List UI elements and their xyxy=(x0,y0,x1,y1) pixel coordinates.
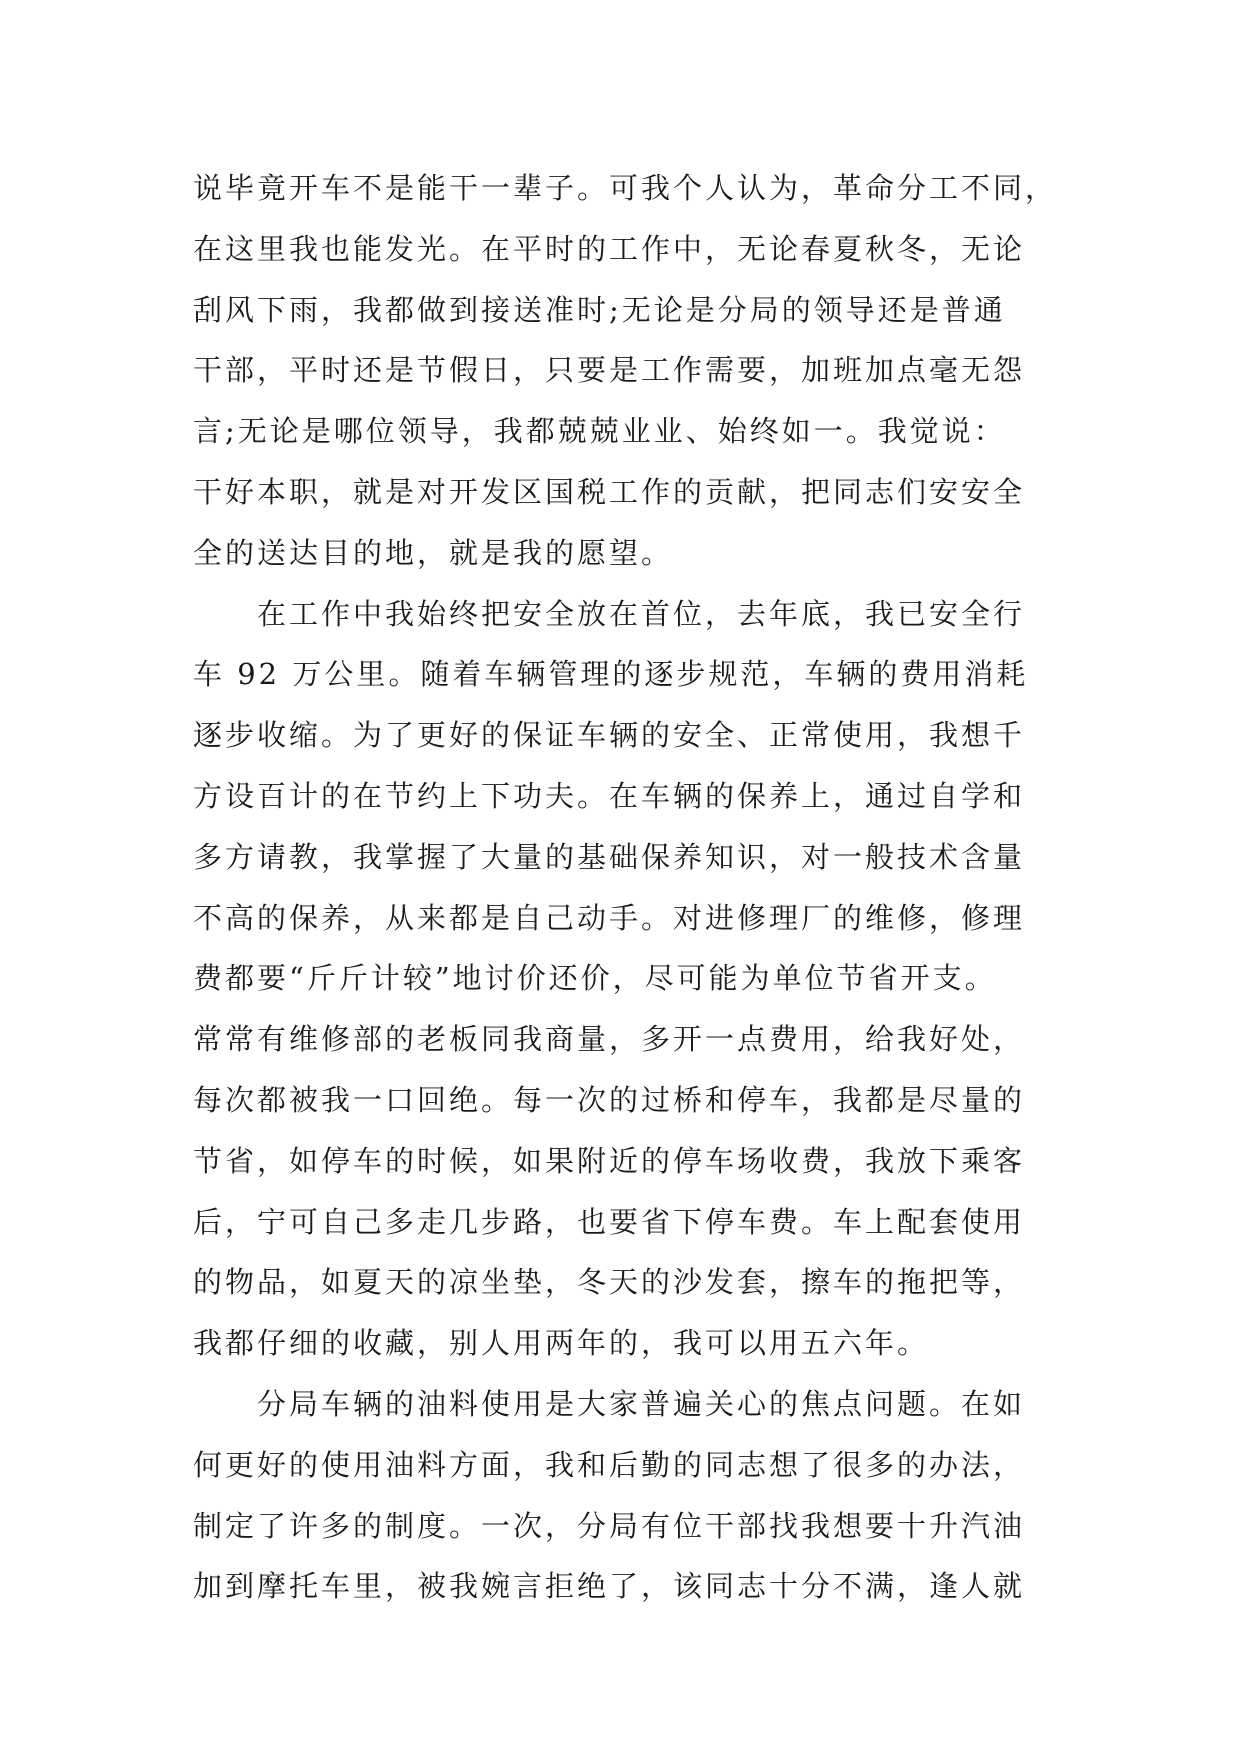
text-line: 干好本职，就是对开发区国税工作的贡献，把同志们安安全 xyxy=(193,474,1026,509)
text-line: 不高的保养，从来都是自己动手。对进修理厂的维修，修理 xyxy=(193,900,1026,935)
text-line: 车 92 万公里。随着车辆管理的逐步规范，车辆的费用消耗 xyxy=(193,657,1029,692)
text-line: 刮风下雨，我都做到接送准时;无论是分局的领导还是普通 xyxy=(193,292,1006,327)
text-line: 何更好的使用油料方面，我和后勤的同志想了很多的办法， xyxy=(193,1447,1026,1482)
text-line: 常常有维修部的老板同我商量，多开一点费用，给我好处， xyxy=(193,1022,1026,1057)
paragraph-first-line: 在工作中我始终把安全放在首位，去年底，我已安全行 xyxy=(257,596,1026,631)
paragraph-first-line: 分局车辆的油料使用是大家普遍关心的焦点问题。在如 xyxy=(257,1386,1026,1421)
text-line: 多方请教，我掌握了大量的基础保养知识，对一般技术含量 xyxy=(193,839,1026,874)
text-line: 每次都被我一口回绝。每一次的过桥和停车，我都是尽量的 xyxy=(193,1082,1026,1117)
text-line: 说毕竟开车不是能干一辈子。可我个人认为，革命分工不同， xyxy=(193,171,1058,205)
text-line: 制定了许多的制度。一次，分局有位干部找我想要十升汽油 xyxy=(193,1508,1026,1543)
text-line: 费都要“斤斤计较”地讨价还价，尽可能为单位节省开支。 xyxy=(193,961,997,996)
text-line: 的物品，如夏天的凉坐垫，冬天的沙发套，擦车的拖把等， xyxy=(193,1265,1026,1300)
text-line: 全的送达目的地，就是我的愿望。 xyxy=(193,535,674,570)
text-line: 逐步收缩。为了更好的保证车辆的安全、正常使用，我想千 xyxy=(193,718,1026,753)
text-line: 方设百计的在节约上下功夫。在车辆的保养上，通过自学和 xyxy=(193,778,1026,813)
text-line: 后，宁可自己多走几步路，也要省下停车费。车上配套使用 xyxy=(193,1204,1026,1239)
text-line: 在这里我也能发光。在平时的工作中，无论春夏秋冬，无论 xyxy=(193,231,1026,266)
document-body xyxy=(193,158,1058,1617)
text-line: 节省，如停车的时候，如果附近的停车场收费，我放下乘客 xyxy=(193,1143,1026,1178)
text-line: 我都仔细的收藏，别人用两年的，我可以用五六年。 xyxy=(193,1326,930,1361)
text-line: 加到摩托车里，被我婉言拒绝了，该同志十分不满，逢人就 xyxy=(193,1569,1026,1604)
text-line: 干部，平时还是节假日，只要是工作需要，加班加点毫无怨 xyxy=(193,353,1026,388)
text-line: 言;无论是哪位领导，我都兢兢业业、始终如一。我觉说： xyxy=(193,414,1006,449)
